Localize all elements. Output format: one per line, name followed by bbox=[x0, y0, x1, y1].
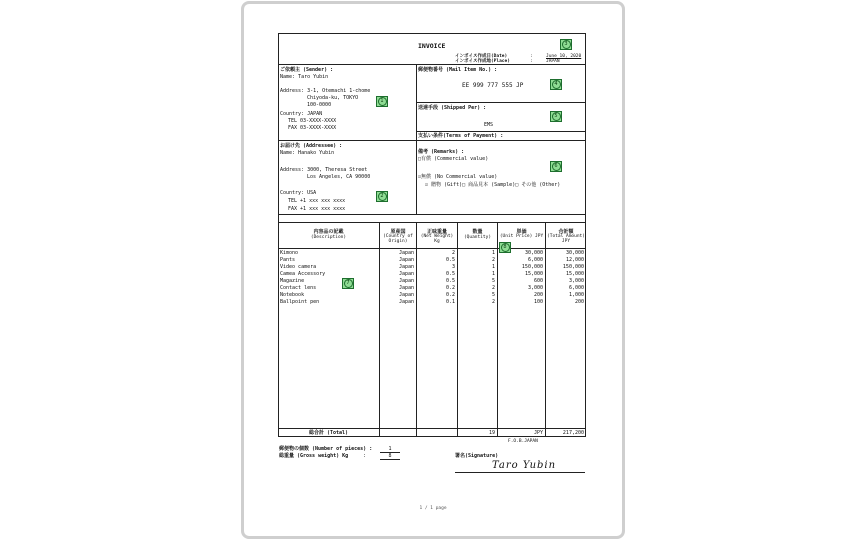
divider bbox=[278, 64, 586, 65]
table-cell-weight: 0.5 bbox=[445, 278, 455, 284]
table-cell-qty: 2 bbox=[491, 299, 495, 305]
table-cell-qty: 5 bbox=[491, 292, 495, 298]
table-cell-total: 150,000 bbox=[562, 264, 584, 270]
addressee-country: Country: USA bbox=[280, 190, 317, 196]
table-cell-weight: 0.2 bbox=[445, 292, 455, 298]
table-cell-qty: 2 bbox=[491, 285, 495, 291]
total-label: 総合計 (Total) bbox=[308, 430, 349, 436]
divider bbox=[278, 222, 586, 223]
table-cell-desc: Ballpoint pen bbox=[280, 299, 320, 305]
payment-label: 支払い条件(Terms of Payment) : bbox=[418, 133, 504, 139]
table-cell-total: 12,000 bbox=[565, 257, 584, 263]
table-cell-desc: Pants bbox=[280, 257, 296, 263]
addressee-address-1: Address: 3000, Theresa Street bbox=[280, 167, 368, 173]
shipped-value: EMS bbox=[484, 122, 494, 128]
total-currency: JPY bbox=[533, 430, 543, 436]
gross-sep: : bbox=[363, 453, 367, 459]
header-qty-jp: 数量 bbox=[472, 229, 483, 235]
remarks-options: ☑ 贈物 (Gift)□ 商品見本 (Sample)□ その他 (Other) bbox=[425, 182, 561, 188]
callout-badge-7: 7 bbox=[342, 278, 354, 289]
addressee-heading: お届け先 (Addressee) : bbox=[280, 143, 343, 149]
table-cell-unit: 150,000 bbox=[521, 264, 543, 270]
addressee-name: Name: Hanako Yubin bbox=[280, 150, 335, 156]
header-origin-jp: 原産国 bbox=[390, 229, 406, 235]
table-cell-total: 6,000 bbox=[568, 285, 584, 291]
addressee-fax: FAX +1 xxx xxx xxxx bbox=[288, 206, 346, 212]
remarks-commercial: □有償 (Commercial value) bbox=[418, 156, 489, 162]
callout-badge-8: 8 bbox=[499, 242, 511, 253]
table-cell-origin: Japan bbox=[398, 264, 414, 270]
pieces-value: 1 bbox=[380, 446, 400, 453]
table-cell-total: 200 bbox=[574, 299, 584, 305]
table-cell-desc: Video camera bbox=[280, 264, 317, 270]
sender-fax: FAX 03-XXXX-XXXX bbox=[288, 125, 337, 131]
place-sep: : bbox=[530, 59, 533, 64]
table-cell-weight: 3 bbox=[451, 264, 455, 270]
callout-badge-3: 3 bbox=[560, 39, 572, 50]
gross-label: 総重量 (Gross weight) Kg bbox=[279, 453, 349, 459]
divider bbox=[416, 131, 586, 132]
table-cell-weight: 2 bbox=[451, 250, 455, 256]
header-qty-en: (Quantity) bbox=[463, 235, 492, 240]
table-cell-desc: Camea Accessory bbox=[280, 271, 326, 277]
header-total-jp: 合計額 bbox=[558, 229, 574, 235]
header-weight-jp: 正味重量 bbox=[426, 229, 447, 235]
header-unit-en: (Unit Price) JPY bbox=[499, 234, 544, 239]
divider bbox=[278, 214, 586, 215]
header-origin-en: (Country of Origin) bbox=[383, 234, 413, 244]
divider bbox=[278, 248, 586, 249]
table-cell-unit: 100 bbox=[533, 299, 543, 305]
table-cell-weight: 0.5 bbox=[445, 271, 455, 277]
table-cell-origin: Japan bbox=[398, 292, 414, 298]
table-cell-unit: 3,000 bbox=[527, 285, 543, 291]
table-cell-weight: 0.5 bbox=[445, 257, 455, 263]
table-cell-unit: 15,000 bbox=[524, 271, 543, 277]
date-sep: : bbox=[530, 54, 533, 59]
date-label: インボイス作成日(Date) bbox=[455, 54, 508, 59]
addressee-tel: TEL +1 xxx xxx xxxx bbox=[288, 198, 346, 204]
table-cell-qty: 1 bbox=[491, 250, 495, 256]
addressee-address-2: Los Angeles, CA 90000 bbox=[307, 174, 371, 180]
table-cell-total: 15,000 bbox=[565, 271, 584, 277]
table-cell-desc: Kimono bbox=[280, 250, 299, 256]
sender-country: Country: JAPAN bbox=[280, 111, 323, 117]
table-cell-unit: 30,000 bbox=[524, 250, 543, 256]
table-cell-unit: 600 bbox=[533, 278, 543, 284]
sender-address-3: 100-0000 bbox=[307, 102, 332, 108]
signature-line bbox=[455, 472, 585, 473]
table-cell-desc: Contact lens bbox=[280, 285, 317, 291]
table-cell-origin: Japan bbox=[398, 278, 414, 284]
table-cell-total: 30,000 bbox=[565, 250, 584, 256]
sender-address-1: Address: 3-1, Otemachi 1-chome bbox=[280, 88, 371, 94]
fob-note: F.O.B.JAPAN bbox=[508, 439, 538, 444]
sender-name: Name: Taro Yubin bbox=[280, 74, 329, 80]
table-cell-unit: 6,000 bbox=[527, 257, 543, 263]
signature-label: 署名(Signature) bbox=[455, 453, 499, 459]
invoice-title: INVOICE bbox=[418, 42, 446, 50]
date-value: June 10, 2020 bbox=[546, 54, 582, 59]
divider bbox=[416, 64, 417, 214]
callout-badge-4: 4 bbox=[550, 79, 562, 90]
header-unit-jp: 単価 bbox=[516, 229, 527, 235]
total-qty: 19 bbox=[488, 430, 495, 436]
shipped-label: 送達手段 (Shipped Per) : bbox=[418, 105, 487, 111]
table-cell-qty: 1 bbox=[491, 264, 495, 270]
table-cell-weight: 0.2 bbox=[445, 285, 455, 291]
callout-badge-1: 1 bbox=[376, 96, 388, 107]
table-cell-desc: Magazine bbox=[280, 278, 305, 284]
pieces-label: 郵便物の個数 (Number of pieces) : bbox=[279, 446, 373, 452]
divider bbox=[416, 102, 586, 103]
header-description-jp: 内容品の記載 bbox=[313, 229, 344, 235]
header-weight-en: (Net Weight) Kg bbox=[420, 234, 454, 244]
mail-item-label: 郵便物番号 (Mail Item No.) : bbox=[418, 67, 498, 73]
table-cell-origin: Japan bbox=[398, 257, 414, 263]
table-cell-qty: 1 bbox=[491, 271, 495, 277]
table-cell-weight: 0.1 bbox=[445, 299, 455, 305]
sender-tel: TEL 03-XXXX-XXXX bbox=[288, 118, 337, 124]
table-cell-origin: Japan bbox=[398, 250, 414, 256]
callout-badge-6: 6 bbox=[550, 161, 562, 172]
table-cell-desc: Notebook bbox=[280, 292, 305, 298]
table-cell-origin: Japan bbox=[398, 299, 414, 305]
header-total-en: (Total Amount) JPY bbox=[547, 234, 585, 244]
remarks-label: 備考 (Remarks) : bbox=[418, 149, 465, 155]
table-cell-origin: Japan bbox=[398, 285, 414, 291]
table-cell-origin: Japan bbox=[398, 271, 414, 277]
table-cell-unit: 200 bbox=[533, 292, 543, 298]
table-cell-qty: 2 bbox=[491, 257, 495, 263]
total-amount: 217,200 bbox=[562, 430, 584, 436]
remarks-no-commercial: ☑無償 (No Commercial value) bbox=[418, 174, 498, 180]
place-value: JAPAN bbox=[546, 59, 560, 64]
divider bbox=[278, 140, 586, 141]
mail-item-value: EE 999 777 555 JP bbox=[462, 82, 524, 89]
page-number: 1 / 1 page bbox=[419, 506, 447, 511]
place-label: インボイス作成地(Place) bbox=[455, 59, 510, 64]
sender-address-2: Chiyoda-ku, TOKYO bbox=[307, 95, 359, 101]
divider bbox=[278, 428, 586, 429]
gross-value: 8 bbox=[380, 453, 400, 460]
callout-badge-2: 2 bbox=[376, 191, 388, 202]
table-cell-total: 3,000 bbox=[568, 278, 584, 284]
table-cell-qty: 5 bbox=[491, 278, 495, 284]
header-description-en: (Description) bbox=[310, 235, 347, 240]
signature: Taro Yubin bbox=[492, 460, 557, 471]
callout-badge-5: 5 bbox=[550, 111, 562, 122]
sender-heading: ご依頼主 (Sender) : bbox=[280, 67, 334, 73]
table-cell-total: 1,000 bbox=[568, 292, 584, 298]
